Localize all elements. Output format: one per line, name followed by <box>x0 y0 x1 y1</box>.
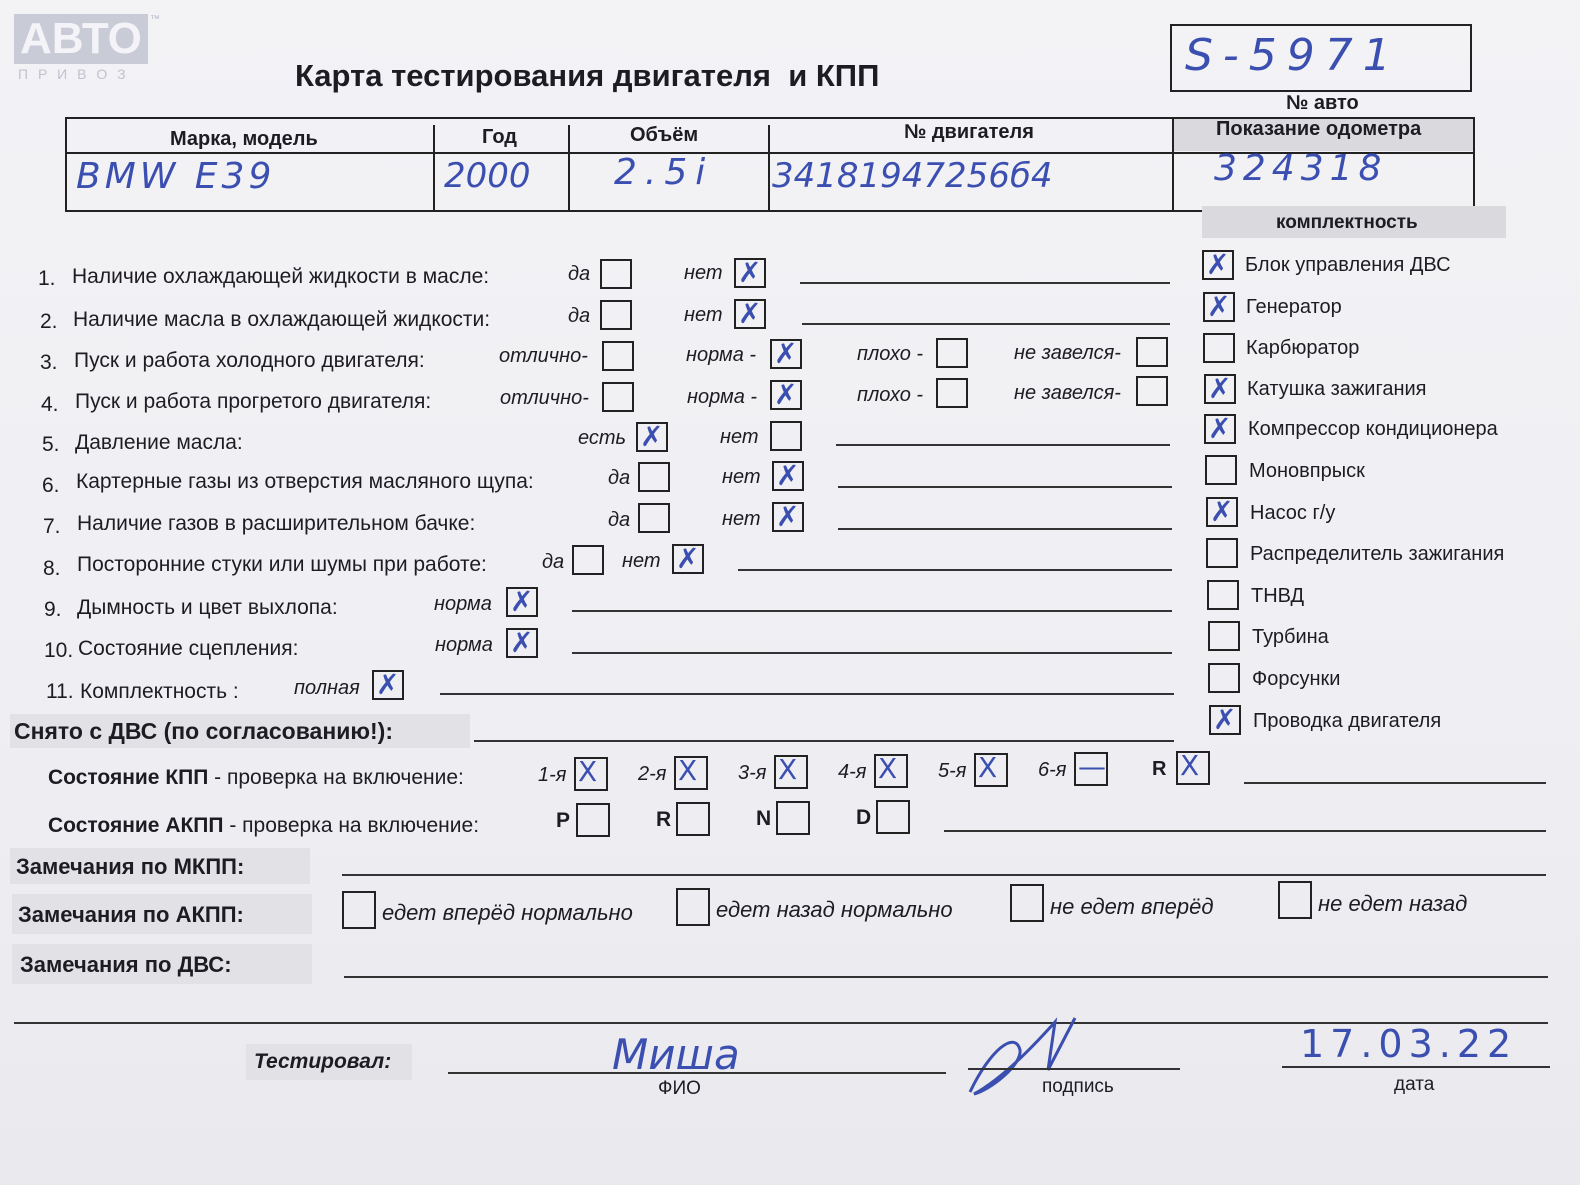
gear-label: N <box>756 807 772 830</box>
gear-label: 1-я <box>538 764 567 786</box>
item-label: Состояние сцепления: <box>78 637 299 660</box>
akpp-remark-checkbox[interactable] <box>342 891 376 929</box>
completeness-label: Турбина <box>1252 626 1329 648</box>
akpp-label-rest: - проверка на включение: <box>223 814 480 837</box>
option-label: плохо - <box>857 343 924 365</box>
gear-label: R <box>656 808 672 831</box>
item-label: Пуск и работа прогретого двигателя: <box>75 390 432 413</box>
check-mark: ✗ <box>1207 290 1231 323</box>
gear-checkbox[interactable] <box>776 801 810 835</box>
answer-line <box>572 652 1172 654</box>
gear-mark: X <box>678 754 698 787</box>
date-value: 17.03.22 <box>1300 1022 1518 1066</box>
answer-line <box>838 528 1172 530</box>
completeness-label: Форсунки <box>1252 668 1341 690</box>
logo-sub: П Р И В О З <box>18 66 129 82</box>
completeness-label: Генератор <box>1246 296 1342 318</box>
gear-checkbox[interactable] <box>1176 751 1210 785</box>
option-checkbox[interactable] <box>772 502 804 532</box>
value-volume: 2.5i <box>614 152 714 193</box>
mkpp-label <box>48 766 464 790</box>
gear-checkbox[interactable] <box>876 800 910 834</box>
option-checkbox[interactable] <box>734 299 766 329</box>
option-checkbox[interactable] <box>1136 376 1168 406</box>
gear-label: 6-я <box>1038 759 1067 781</box>
col-header-year: Год <box>482 126 517 148</box>
item-number: 7. <box>43 515 61 538</box>
item-label: Пуск и работа холодного двигателя: <box>74 349 425 372</box>
check-mark: ✗ <box>738 297 762 330</box>
completeness-checkbox[interactable] <box>1206 497 1238 527</box>
option-checkbox[interactable] <box>770 380 802 410</box>
option-checkbox[interactable] <box>1136 337 1168 367</box>
option-label: полная <box>294 677 360 699</box>
option-label: плохо - <box>857 384 924 406</box>
completeness-label: Насос г/у <box>1250 502 1336 524</box>
col-header-engine-no: № двигателя <box>904 121 1034 143</box>
gear-label: R <box>1152 758 1167 780</box>
gear-label: D <box>856 806 872 829</box>
item-label: Наличие охлаждающей жидкости в масле: <box>72 265 490 288</box>
item-label: Давление масла: <box>75 431 243 454</box>
item-number: 6. <box>42 474 60 497</box>
item-number: 1. <box>38 267 56 290</box>
akpp-label <box>48 814 479 838</box>
logo <box>14 14 160 84</box>
option-label: нет <box>684 262 723 284</box>
date-caption: дата <box>1394 1074 1435 1095</box>
akpp-remark-label: едет вперёд нормально <box>382 900 633 925</box>
gear-label: 2-я <box>638 763 667 785</box>
value-year: 2000 <box>444 156 531 196</box>
completeness-label: Компрессор кондиционера <box>1248 418 1498 440</box>
gear-checkbox[interactable] <box>1074 752 1108 786</box>
gear-checkbox[interactable] <box>676 802 710 836</box>
option-label: отлично- <box>499 345 588 367</box>
gear-checkbox[interactable] <box>574 757 608 791</box>
col-divider <box>433 125 435 212</box>
item-number: 8. <box>43 557 61 580</box>
logo-tm: ™ <box>150 14 160 25</box>
completeness-checkbox[interactable] <box>1204 374 1236 404</box>
completeness-checkbox[interactable] <box>1204 414 1236 444</box>
akpp-remark-checkbox[interactable] <box>1010 884 1044 922</box>
gear-label: P <box>556 809 571 832</box>
car-id-value: S-5971 <box>1185 30 1401 81</box>
check-mark: ✗ <box>1208 412 1232 445</box>
option-checkbox[interactable] <box>506 587 538 617</box>
gear-mark: X <box>778 753 798 786</box>
option-checkbox[interactable] <box>572 545 604 575</box>
col-header-model: Марка, модель <box>170 128 318 150</box>
gear-checkbox[interactable] <box>874 754 908 788</box>
gear-checkbox[interactable] <box>576 803 610 837</box>
answer-line <box>572 610 1172 612</box>
completeness-checkbox[interactable] <box>1209 705 1241 735</box>
option-checkbox[interactable] <box>770 421 802 451</box>
answer-line <box>836 444 1170 446</box>
gear-mark: X <box>1180 749 1200 782</box>
completeness-label: Катушка зажигания <box>1247 378 1427 400</box>
answer-line <box>838 486 1172 488</box>
completeness-checkbox[interactable] <box>1208 663 1240 693</box>
tester-name: Миша <box>612 1030 740 1079</box>
option-label: да <box>542 551 565 573</box>
remarks-akpp-label: Замечания по АКПП: <box>18 902 244 927</box>
gear-mark: X <box>578 755 598 788</box>
akpp-remark-label: не едет вперёд <box>1050 894 1214 919</box>
option-label: да <box>608 509 631 531</box>
mkpp-label-rest: - проверка на включение: <box>208 766 464 789</box>
akpp-remark-label: едет назад нормально <box>716 897 953 922</box>
completeness-label: ТНВД <box>1251 585 1305 607</box>
answer-line <box>342 874 1546 876</box>
option-label: норма <box>434 593 492 615</box>
completeness-checkbox[interactable] <box>1208 621 1240 651</box>
option-label: не завелся- <box>1014 342 1121 364</box>
answer-line <box>944 830 1546 832</box>
sign-line <box>968 1068 1180 1070</box>
option-checkbox[interactable] <box>770 339 802 369</box>
item-number: 2. <box>40 310 58 333</box>
option-label: нет <box>684 304 723 326</box>
check-mark: ✗ <box>776 500 800 533</box>
check-mark: ✗ <box>376 668 400 701</box>
value-model: BMW E39 <box>76 156 276 197</box>
gear-label: 3-я <box>738 762 767 784</box>
gear-mark: X <box>978 751 998 784</box>
completeness-checkbox[interactable] <box>1203 333 1235 363</box>
option-label: норма <box>435 634 493 656</box>
completeness-label: Распределитель зажигания <box>1250 543 1505 565</box>
option-label: нет <box>722 466 761 488</box>
completeness-title: комплектность <box>1276 212 1418 233</box>
item-label: Наличие газов в расширительном бачке: <box>77 512 476 535</box>
gear-checkbox[interactable] <box>774 755 808 789</box>
option-checkbox[interactable] <box>506 628 538 658</box>
tested-label: Тестировал: <box>254 1050 392 1073</box>
answer-line <box>344 976 1548 978</box>
option-label: есть <box>578 427 627 449</box>
check-mark: ✗ <box>774 378 798 411</box>
option-checkbox[interactable] <box>638 462 670 492</box>
gear-mark: — <box>1078 750 1106 783</box>
check-mark: ✗ <box>640 420 664 453</box>
item-label: Наличие масла в охлаждающей жидкости: <box>73 308 491 331</box>
option-checkbox[interactable] <box>372 670 404 700</box>
gear-mark: X <box>878 752 898 785</box>
completeness-checkbox[interactable] <box>1202 250 1234 280</box>
col-divider <box>1172 117 1174 212</box>
removed-label: Снято с ДВС (по согласованию!): <box>14 718 393 744</box>
date-line <box>1282 1066 1550 1068</box>
akpp-label-bold: Состояние АКПП <box>48 814 224 837</box>
item-number: 4. <box>41 393 59 416</box>
mkpp-label-bold: Состояние КПП <box>48 766 209 789</box>
akpp-remark-label: не едет назад <box>1318 891 1468 916</box>
option-checkbox[interactable] <box>772 461 804 491</box>
item-label: Дымность и цвет выхлопа: <box>77 596 338 619</box>
gear-checkbox[interactable] <box>974 753 1008 787</box>
option-label: нет <box>622 550 661 572</box>
check-mark: ✗ <box>738 256 762 289</box>
completeness-checkbox[interactable] <box>1207 580 1239 610</box>
gear-checkbox[interactable] <box>674 756 708 790</box>
value-odometer: 324318 <box>1214 148 1388 189</box>
check-mark: ✗ <box>510 626 534 659</box>
option-checkbox[interactable] <box>636 422 668 452</box>
akpp-remark-checkbox[interactable] <box>1278 881 1312 919</box>
option-checkbox[interactable] <box>672 544 704 574</box>
option-label: норма - <box>687 386 758 408</box>
col-divider <box>768 125 770 212</box>
option-checkbox[interactable] <box>602 341 634 371</box>
completeness-checkbox[interactable] <box>1206 538 1238 568</box>
item-number: 5. <box>42 433 60 456</box>
answer-line <box>1244 782 1546 784</box>
completeness-checkbox[interactable] <box>1205 455 1237 485</box>
remarks-dvs-label: Замечания по ДВС: <box>20 952 232 977</box>
check-mark: ✗ <box>1210 495 1234 528</box>
item-label: Посторонние стуки или шумы при работе: <box>77 553 487 576</box>
sign-caption: подпись <box>1042 1076 1114 1097</box>
check-mark: ✗ <box>776 459 800 492</box>
answer-line <box>440 693 1174 695</box>
option-checkbox[interactable] <box>936 338 968 368</box>
option-label: не завелся- <box>1014 382 1121 404</box>
completeness-label: Моновпрыск <box>1249 460 1365 482</box>
option-label: отлично- <box>500 387 589 409</box>
gear-label: 4-я <box>838 761 867 783</box>
option-label: да <box>568 305 591 327</box>
col-header-odometer: Показание одометра <box>1216 118 1422 140</box>
answer-line <box>738 569 1172 571</box>
check-mark: ✗ <box>774 337 798 370</box>
item-number: 3. <box>40 351 58 374</box>
value-engine-no: 34181947256б4 <box>772 156 1053 196</box>
option-checkbox[interactable] <box>638 503 670 533</box>
option-label: да <box>608 467 631 489</box>
option-checkbox[interactable] <box>936 378 968 408</box>
col-header-volume: Объём <box>630 124 699 146</box>
answer-line <box>802 323 1170 325</box>
option-label: норма - <box>686 344 757 366</box>
option-checkbox[interactable] <box>600 259 632 289</box>
answer-line <box>474 740 1174 742</box>
name-line <box>448 1072 946 1074</box>
item-number: 10. <box>44 639 74 662</box>
remarks-mkpp-label: Замечания по МКПП: <box>16 854 245 879</box>
page-title: Карта тестирования двигателя и КПП <box>295 58 880 93</box>
option-checkbox[interactable] <box>734 258 766 288</box>
item-number: 11. <box>46 680 74 703</box>
check-mark: ✗ <box>1213 703 1237 736</box>
check-mark: ✗ <box>510 585 534 618</box>
car-id-label: № авто <box>1286 92 1359 114</box>
option-label: нет <box>720 426 759 448</box>
completeness-label: Карбюратор <box>1246 337 1360 359</box>
item-label: Картерные газы из отверстия масляного щупа: <box>76 470 534 493</box>
name-caption: ФИО <box>658 1078 701 1099</box>
akpp-remark-checkbox[interactable] <box>676 888 710 926</box>
check-mark: ✗ <box>1206 248 1230 281</box>
item-label: Комплектность : <box>80 680 239 703</box>
logo-main: АВТО <box>14 14 148 64</box>
check-mark: ✗ <box>676 542 700 575</box>
item-number: 9. <box>44 598 62 621</box>
completeness-label: Блок управления ДВС <box>1245 254 1451 276</box>
answer-line <box>800 282 1170 284</box>
option-checkbox[interactable] <box>600 300 632 330</box>
option-checkbox[interactable] <box>602 382 634 412</box>
col-divider <box>568 125 570 212</box>
completeness-checkbox[interactable] <box>1203 292 1235 322</box>
completeness-label: Проводка двигателя <box>1253 710 1442 732</box>
gear-label: 5-я <box>938 760 967 782</box>
option-label: нет <box>722 508 761 530</box>
check-mark: ✗ <box>1208 372 1232 405</box>
option-label: да <box>568 263 591 285</box>
